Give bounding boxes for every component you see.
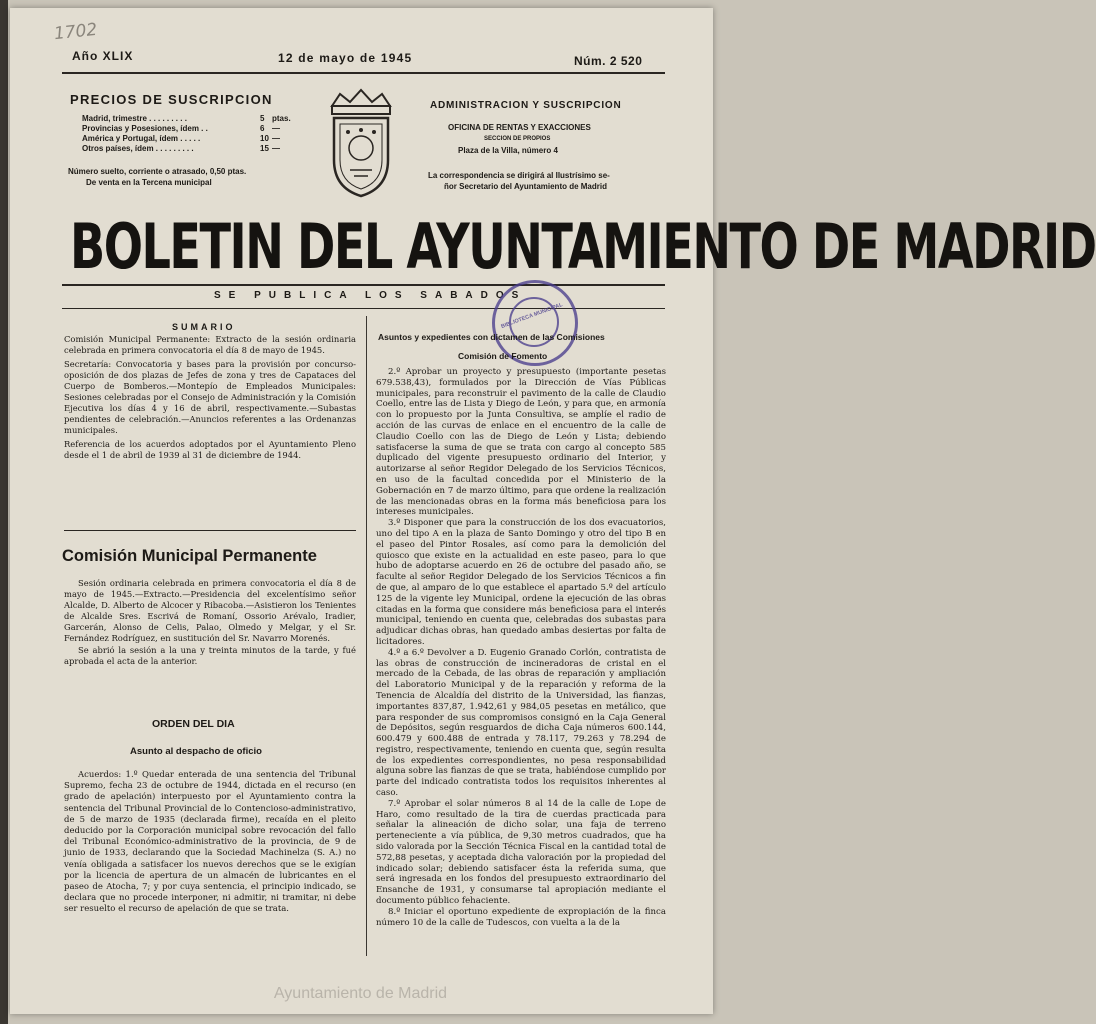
agenda-heading: ORDEN DEL DIA: [152, 718, 235, 730]
committee-heading: Asuntos y expedientes con dictamen de las Comisiones: [378, 332, 605, 342]
committee-item: 8.º Iniciar el oportuno expediente de expropiación de la finca número 10 de la calle de Tudescos, con vuelta a la de la: [376, 906, 666, 928]
masthead-rule-top: [62, 284, 665, 286]
administration-title: ADMINISTRACION Y SUSCRIPCION: [430, 100, 622, 111]
agreement-text: Acuerdos: 1.º Quedar enterada de una sentencia del Tribunal Supremo, fecha 23 de octubre de 1944, dictada en el recurso (en grado de apelación) interpuesto por el Ayuntamiento contra la sentencia del Tribunal Provincial de lo Contencioso-administrativo, de 5 de marzo de 1935 (declarada firme), recaída en el pleito deducido por la Corporación municipal sobre revocación del fallo del Tribunal Económico-administrativo de la provincia, de 9 de junio de 1933, declarando que la Sociedad Machinelza (S. A.) no venía obligada a satisfacer los nuevos derechos que se le exigían por la licencia de apertura de un almacén de lubricantes en el paseo de Atocha, 7; y por cuya sentencia, el principio indicado, se declara que no procede interponer, ni admitir, ni tramitar, ni debe ser resuelto el recurso de apelación de que se trata.: [64, 770, 356, 915]
agreement-paragraph: [64, 770, 356, 916]
newspaper-page: 1702 Año XLIX 12 de mayo de 1945 Núm. 2 520 PRECIOS DE SUSCRIPCION Madrid, trimestre . . . . . . . . . 5 ptas. Provincias y Posesiones, ídem . . 6 — América y Portugal, ídem . . . . . 10 — Otros países, ídem . . . . . . . . . 15 — Número suelto, corriente o atrasado, 0,50 ptas. De venta en la Tercena municipal ADMINISTRACION Y SUSCRIPCION OFICINA DE RENTAS Y EXACCIONES SECCION DE PROPIOS Plaza de la Villa, número 4 La correspondencia se dirigirá al Ilustrísimo se- ñor Secretario del Ayuntamiento de Madrid BOLETIN DEL AYUNTAMIENTO DE MADRID SE PUBLICA LOS SABADOS BIBLIOTECA MUNICIPAL SUMARIO Comisión Municipal Permanente: Extracto de la sesión ordinaria celebrada en primera convocatoria el día 8 de mayo de 1945. Secretaría: Convocatoria y bases para la provisión por concurso-oposición de dos plazas de Jefes de zona y tres de Capataces del Cuerpo de Bomberos.—Montepío de Empleados Municipales: Sesiones celebradas por el Consejo de Administración y la Comisión Ejecutiva los días 4 y 16 de abril, respectivamente.—Subastas pendientes de celebración.—Anuncios referentes a las Ordenanzas municipales. Referencia de los acuerdos adoptados por el Ayuntamiento Pleno desde el 1 de abril de 1939 al 31 de diciembre de 1944. Comisión Municipal Permanente Sesión ordinaria celebrada en primera convocatoria el día 8 de mayo de 1945.—Extracto.—Presidencia del excelentísimo señor Alcalde, D. Alberto de Alcocer y Ribacoba.—Asistieron los Tenientes de Alcalde Sres. Escrivá de Romaní, Ossorio Arévalo, Iradier, Garcerán, Alonso de Celis, Palao, Olmedo y Melgar, y el Sr. Fernández Rodríguez, en sustitución del Sr. Navarro Morenés. Se abrió la sesión a la una y treinta minutos de la tarde, y fué aprobada el acta de la anterior. ORDEN DEL DIA Asunto al despacho de oficio Acuerdos: 1.º Quedar enterada de una sentencia del Tribunal Supremo, fecha 23 de octubre de 1944, dictada en el recurso (en grado de apelación) interpuesto por el Ayuntamiento contra la sentencia del Tribunal Provincial de lo Contencioso-administrativo, de 5 de marzo de 1935 (declarada firme), recaída en el pleito deducido por la Corporación municipal sobre revocación del fallo del Tribunal Económico-administrativo de la provincia, de 9 de junio de 1933, declarando que la Sociedad Machinelza (S. A.) no venía obligada a satisfacer los nuevos derechos que se le exigían por la licencia de apertura de un almacén de lubricantes en el paseo de Atocha, 7; y por cuya sentencia, el principio indicado, se declara que no procede interponer, ni admitir, ni tramitar, ni debe ser resuelto el recurso de apelación de que se trata. Asuntos y expedientes con dictamen de las Comisiones Comisión de Fomento 2.º Aprobar un proyecto y presupuesto (importante pesetas 679.538,43), formulados por la Dirección de Vías Públicas municipales, para reconstruir el pavimento de la calle de Claudio Coello, entre las de Lista y Diego de León, y para que, en armonía con lo propuesto por la Junta Consultiva, se amplíe el radio de acción de las curvas de enlace en el encuentro de la calle de Claudio Coello con las de Diego de León y Lista; debiendo satisfacerse la suma de que se trata con cargo al concepto 585 duplicado del vigente presupuesto ordinario del Interior, y autorizarse al señor Regidor Delegado de los Servicios Técnicos, en uso de la facultad concedida por el Ministerio de la Gobernación en 7 de marzo último, para que ordene la realización de las mencionadas obras en la forma más beneficiosa para los intereses municipales. 3.º Disponer que para la construcción de los dos evacuatorios, uno del tipo A en la plaza de Santo Domingo y otro del tipo B en el paseo del Pintor Rosales, así como para la demolición del quiosco que existe en la actualidad en este paseo, para lo que hubo de adoptarse acuerdo en 26 de octubre del pasado año, se faculte al señor Regidor Delegado de los Servicios Técnicos a fin de que, al amparo de lo que establece el apartado 5.º del artículo 125 de la vigente ley Municipal, ordene la ejecución de las obras citadas en la forma que considere más beneficiosa para el interés municipal, teniendo en cuenta que, celebradas dos subastas para adjudicar dichas obras, han quedado ambas desiertas por falta de licitadores. 4.º a 6.º Devolver a D. Eugenio Granado Corlón, contratista de las obras de construcción de incineradoras de cristal en el mercado de la Cebada, de las obras de reparación y ampliación del Laboratorio Municipal y de la reparación y reforma de la Tenencia de Alcaldía del distrito de la Universidad, las fianzas, importantes 837,87, 1.942,61 y 984,05 pesetas en metálico, que para responder de sus compromisos consignó en la Caja General de Depósitos, según resguardos de dicha Caja números 600.144, 600.479 y 600.488 de entrada y 78.117, 79.263 y 78.294 de registro, respectivamente, teniendo en cuenta que, según resulta de los expedientes correspondientes, no pesa responsabilidad alguna sobre las fianzas de que se trata, habiéndose cumplido por parte del indicado contratista todos los requisitos inherentes al caso. 7.º Aprobar el solar números 8 al 14 de la calle de Lope de Haro, como resultado de la tira de cuerdas practicada para señalar la alineación de dicho solar, una faja de terreno perteneciente a vía pública, de 9,30 metros cuadrados, que ha sido valorada por la Sección Técnica Fiscal en la cantidad total de 572,88 pesetas, y aceptada dicha valoración por la propiedad del indicado solar; debiendo satisfacer ésta la referida suma, que será ingresada en los fondos del presupuesto extraordinario del Ensanche de 1931, y consumarse tal apropiación mediante el documento público fehaciente. 8.º Iniciar el oportuno expediente de expropiación de la finca número 10 de la calle de Tudescos, con vuelta a la de la: [10, 8, 713, 1014]
archive-watermark: Ayuntamiento de Madrid: [273, 985, 448, 1002]
masthead-title: BOLETIN DEL AYUNTAMIENTO DE MADRID: [70, 210, 1096, 283]
office-name: OFICINA DE RENTAS Y EXACCIONES: [448, 123, 591, 132]
office-address: Plaza de la Villa, número 4: [458, 146, 558, 155]
issue-date: 12 de mayo de 1945: [278, 51, 413, 65]
committee-item: 4.º a 6.º Devolver a D. Eugenio Granado Corlón, contratista de las obras de construcción de incineradoras de cristal en el mercado de la Cebada, de las obras de reparación y ampliación del Laboratorio Municipal y de la reparación y reforma de la Tenencia de Alcaldía del distrito de la Universidad, las fianzas, importantes 837,87, 1.942,61 y 984,05 pesetas en metálico, que para responder de sus compromisos consignó en la Caja General de Depósitos, según resguardos de dicha Caja números 600.144, 600.479 y 600.488 de entrada y 78.117, 79.263 y 78.294 de registro, respectivamente, teniendo en cuenta que, según resulta de los expedientes correspondientes, no pesa responsabilidad alguna sobre las fianzas de que se trata, habiéndose cumplido por parte del indicado contratista todos los requisitos inherentes al caso.: [376, 647, 666, 799]
publication-frequency: SE PUBLICA LOS SABADOS: [214, 290, 527, 301]
agenda-subheading: Asunto al despacho de oficio: [130, 746, 262, 757]
binding-strip: [0, 0, 8, 1024]
sale-point: De venta en la Tercena municipal: [86, 178, 212, 187]
session-extract: [64, 578, 356, 667]
correspondence-note-2: ñor Secretario del Ayuntamiento de Madrid: [444, 182, 607, 191]
single-copy-price: Número suelto, corriente o atrasado, 0,50 ptas.: [68, 167, 247, 176]
summary-heading: SUMARIO: [172, 322, 236, 332]
correspondence-note: La correspondencia se dirigirá al Ilustrísimo se-: [428, 171, 610, 180]
session-paragraph: Sesión ordinaria celebrada en primera convocatoria el día 8 de mayo de 1945.—Extracto.—Presidencia del excelentísimo señor Alcalde, D. Alberto de Alcocer y Ribacoba.—Asistieron los Tenientes de Alcalde Sres. Escrivá de Romaní, Ossorio Arévalo, Iradier, Garcerán, Alonso de Celis, Palao, Olmedo y Melgar, y el Sr. Fernández Rodríguez, en sustitución del Sr. Navarro Morenés.: [64, 578, 356, 643]
subscription-title: PRECIOS DE SUSCRIPCION: [70, 92, 273, 107]
session-paragraph: Se abrió la sesión a la una y treinta minutos de la tarde, y fué aprobada el acta de la anterior.: [64, 645, 356, 666]
madrid-coat-of-arms-icon: [320, 88, 402, 200]
committee-item: 7.º Aprobar el solar números 8 al 14 de la calle de Lope de Haro, como resultado de la tira de cuerdas practicada para señalar la alineación de dicho solar, una faja de terreno perteneciente a vía pública, de 9,30 metros cuadrados, que ha sido valorada por la Sección Técnica Fiscal en la cantidad total de 572,88 pesetas, y aceptada dicha valoración por la propiedad del indicado solar; debiendo satisfacer ésta la referida suma, que será ingresada en los fondos del presupuesto extraordinario del Ensanche de 1931, y consumarse tal apropiación mediante el documento público fehaciente.: [376, 798, 666, 907]
column-divider: [366, 316, 367, 956]
committee-item: 3.º Disponer que para la construcción de los dos evacuatorios, uno del tipo A en la plaza de Santo Domingo y otro del tipo B en el paseo del Pintor Rosales, así como para la demolición del quiosco que existe en la actualidad en este paseo, para lo que hubo de adoptarse acuerdo en 26 de octubre del pasado año, se faculte al señor Regidor Delegado de los Servicios Técnicos a fin de que, al amparo de lo que establece el apartado 5.º del artículo 125 de la vigente ley Municipal, ordene la ejecución de las obras citadas en la forma que considere más beneficiosa para el interés municipal, teniendo en cuenta que, celebradas dos subastas para adjudicar dichas obras, han quedado ambas desiertas por falta de licitadores.: [376, 518, 666, 647]
committee-item: 2.º Aprobar un proyecto y presupuesto (importante pesetas 679.538,43), formulados por la Dirección de Vías Públicas municipales, para reconstruir el pavimento de la calle de Claudio Coello, entre las de Lista y Diego de León, y para que, en armonía con lo propuesto por la Junta Consultiva, se amplíe el radio de acción de las curvas de enlace en el encuentro de la calle de Claudio Coello con las de Diego de León y Lista; debiendo satisfacerse la suma de que se trata con cargo al concepto 585 duplicado del vigente presupuesto ordinario del Interior, y autorizarse al señor Regidor Delegado de los Servicios Técnicos, en uso de la facultad concedida por el Ministerio de la Gobernación en 7 de marzo último, para que ordene la realización de las mencionadas obras en la forma más beneficiosa para los intereses municipales.: [376, 367, 666, 518]
header-rule: [62, 72, 665, 74]
summary-item: Secretaría: Convocatoria y bases para la provisión por concurso-oposición de dos plazas de Jefes de zona y tres de Capataces del Cuerpo de Bomberos.—Montepío de Empleados Municipales: Sesiones celebradas por el Consejo de Administración y la Comisión Ejecutiva los días 4 y 16 de abril, respectivamente.—Subastas pendientes de celebración.—Anuncios referentes a las Ordenanzas municipales.: [64, 359, 356, 435]
handwritten-note: 1702: [53, 19, 99, 45]
summary-item: Referencia de los acuerdos adoptados por el Ayuntamiento Pleno desde el 1 de abril de 1939 al 31 de diciembre de 1944.: [64, 439, 356, 460]
office-section: SECCION DE PROPIOS: [484, 136, 551, 142]
committee-subheading: Comisión de Fomento: [458, 351, 548, 361]
summary-body: [64, 334, 356, 461]
issue-number: Núm. 2 520: [574, 54, 643, 68]
summary-item: Comisión Municipal Permanente: Extracto de la sesión ordinaria celebrada en primera convocatoria el día 8 de mayo de 1945.: [64, 334, 356, 355]
committee-items: [376, 367, 666, 928]
year-label: Año XLIX: [72, 49, 134, 63]
section-title: Comisión Municipal Permanente: [62, 547, 317, 565]
library-stamp-text: BIBLIOTECA MUNICIPAL: [500, 302, 564, 330]
summary-rule: [64, 530, 356, 531]
